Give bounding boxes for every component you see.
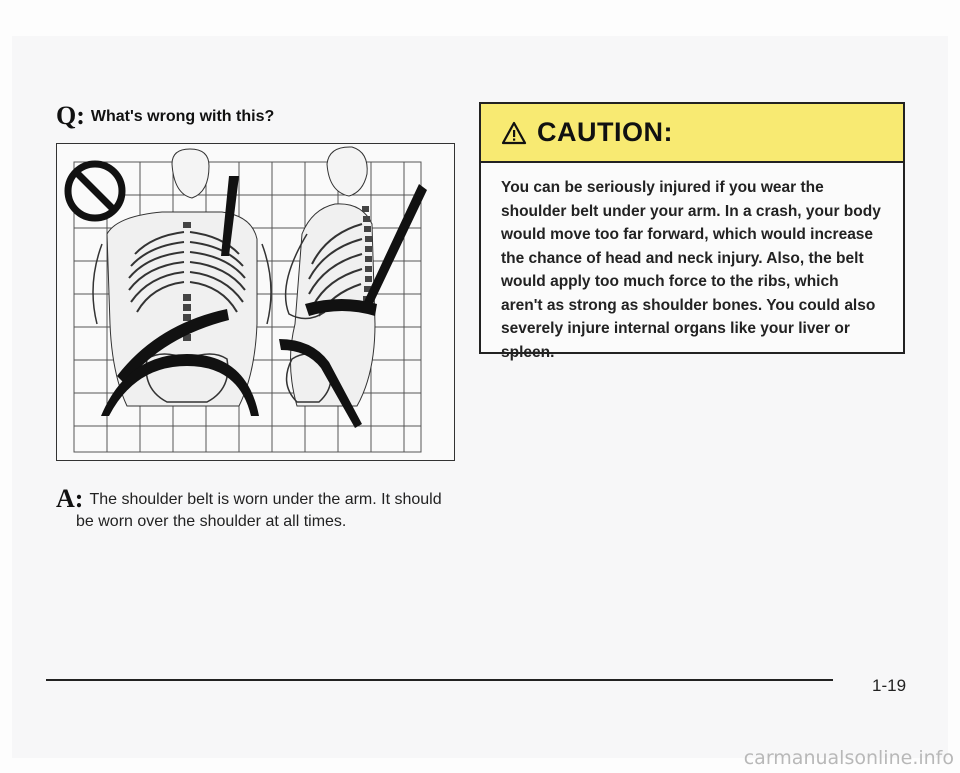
question-text: What's wrong with this?: [90, 108, 275, 125]
seatbelt-illustration: [56, 143, 455, 461]
warning-triangle-icon: [501, 121, 527, 145]
answer-line-1: The shoulder belt is worn under the arm. It should: [89, 491, 442, 508]
caution-box: [479, 102, 905, 361]
answer-line-2: be worn over the shoulder at all times.: [76, 513, 347, 530]
question-heading: [56, 101, 274, 131]
watermark-text: carmanualsonline.info: [743, 747, 954, 769]
caution-header: [481, 104, 903, 163]
side-skeleton-figure: [279, 147, 427, 428]
question-label: Q:: [56, 101, 85, 130]
page-number: 1-19: [872, 676, 907, 695]
illustration-drawing: [57, 144, 454, 460]
prohibition-icon: [68, 164, 122, 218]
caution-title: CAUTION:: [537, 117, 673, 147]
answer-text: [56, 484, 456, 533]
footer-divider: [46, 679, 833, 681]
caution-body: You can be seriously injured if you wear the shoulder belt under your arm. In a crash, your body would move too far forward, which would increase the chance of head and neck injury. Also, the belt would apply too much force to the ribs, which aren't as strong as shoulder bones. You could also severely injure internal organs like your liver or spleen.: [501, 179, 881, 361]
answer-label: A:: [56, 484, 84, 513]
